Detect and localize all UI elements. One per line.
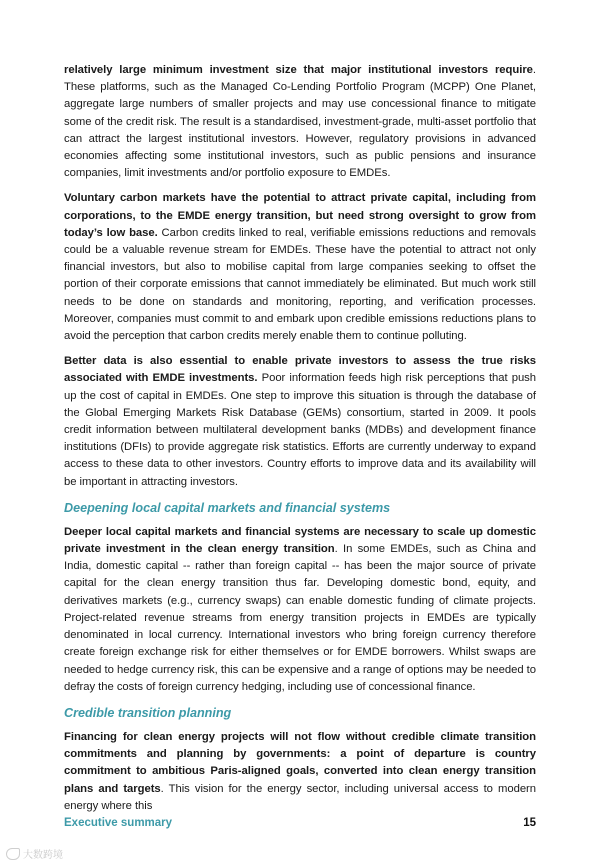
paragraph-body: . This vision for the energy sector, including universal access to modern energy where this <box>64 782 536 812</box>
paragraph-local-capital-markets <box>64 524 536 696</box>
section-heading-local-capital-markets: Deepening local capital markets and financial systems <box>64 500 391 515</box>
watermark <box>6 846 63 861</box>
paragraph-lead-bold: relatively large minimum investment size that major institutional investors require <box>64 64 533 76</box>
paragraph-lead-bold: Voluntary carbon markets have the potential to attract private capital, including from corporations, to the EMDE energy transition, but need strong oversight to grow from today’s low base. <box>64 192 536 239</box>
paragraph-lead-bold: Financing for clean energy projects will not flow without credible climate transition commitments and planning by governments: a point of departure is country commitment to ambitious Paris-aligned goals, converted into clean energy transition plans and targets <box>64 730 536 795</box>
watermark-text: 大数跨境 <box>23 850 63 861</box>
paragraph-body: Carbon credits linked to real, verifiable emissions reductions and removals could be a valuable revenue stream for EMDEs. These have the potential to attract not only financial investors, but also to mobilise capital from large companies seeking to offset the portion of their corporate emissions that cannot immediately be eliminated. But much work still needs to be done on standards and monitoring, reporting, and verification processes. Moreover, companies must commit to and embark upon credible emissions reductions plans to avoid the perception that carbon credits merely enable them to continue polluting. <box>64 226 536 343</box>
watermark-logo-icon <box>6 848 20 860</box>
paragraph-lead-bold: Deeper local capital markets and financial systems are necessary to scale up domestic private investment in the clean energy transition <box>64 525 536 556</box>
paragraph-body: . These platforms, such as the Managed Co-Lending Portfolio Program (MCPP) One Planet, aggregate large numbers of smaller projects and may use concessional finance to mitigate some of the credit risk. The result is a standardised, investment-grade, multi-asset portfolio that can attract the largest institutional investors. However, regulatory provisions in advanced economies affecting some institutional investors, such as public pensions and insurance companies, limit investments and/or portfolio exposure to EMDEs. <box>64 64 536 180</box>
paragraph-carbon-markets <box>64 190 536 345</box>
paragraph-investment-platforms <box>64 62 536 182</box>
paragraph-transition-planning <box>64 729 536 815</box>
page-number: 15 <box>523 817 536 829</box>
footer-section-label: Executive summary <box>64 817 173 829</box>
document-page <box>64 62 536 823</box>
section-heading-transition-planning: Credible transition planning <box>64 705 232 720</box>
page-footer <box>64 817 536 829</box>
paragraph-better-data <box>64 353 536 491</box>
paragraph-body: Poor information feeds high risk perceptions that push up the cost of capital in EMDEs. One step to improve this situation is through the database of the Global Emerging Markets Risk Database (GEMs) consortium, started in 2009. It pools credit information between multilateral development banks (MDBs) and development finance institutions (DFIs) to provide aggregate risk statistics. Efforts are currently underway to expand access to these data to other investors. Country efforts to improve data and its availability will be important in attracting investors. <box>64 372 537 488</box>
paragraph-body: . In some EMDEs, such as China and India, domestic capital -- rather than foreign capital -- has been the major source of private capital for the clean energy transition thus far. Developing domestic bond, equity, and derivatives markets (e.g., currency swaps) can enable domestic funding of climate projects. Project-related revenue streams from energy transition projects in EMDEs are typically denominated in local currency. International investors who bring foreign currency therefore create foreign exchange risk for either themselves or for EMDE borrowers. Whilst swaps are needed to hedge currency risk, this can be expensive and a range of options may be needed to defray the costs of foreign currency hedging, including use of concessional finance. <box>64 543 536 693</box>
paragraph-lead-bold: Better data is also essential to enable private investors to assess the true risks associated with EMDE investments. <box>64 355 536 385</box>
